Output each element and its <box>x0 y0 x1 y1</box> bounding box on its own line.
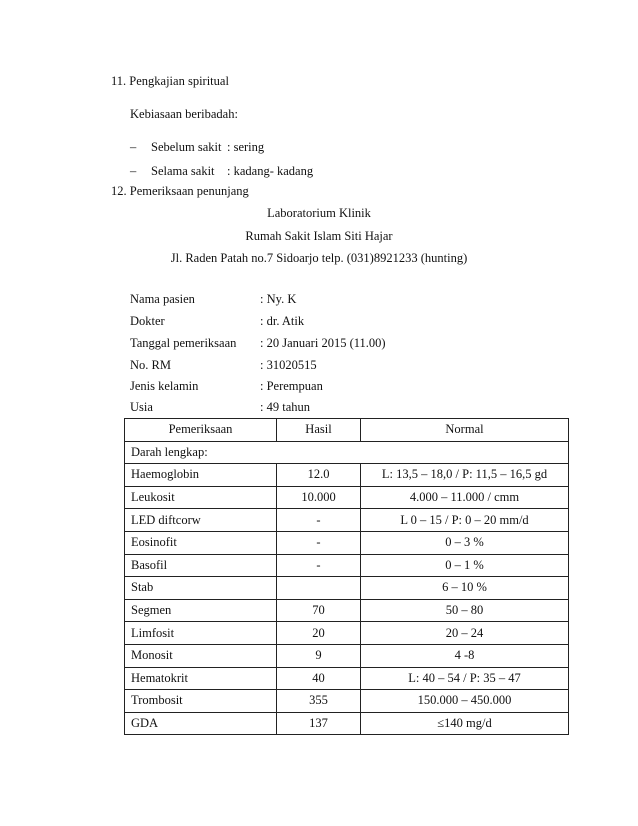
table-row <box>125 554 569 577</box>
patient-info-value: : Perempuan <box>260 379 323 393</box>
test-name: GDA <box>125 712 277 735</box>
test-result: - <box>277 531 361 554</box>
item-label: Sebelum sakit <box>151 140 222 154</box>
table-row <box>125 486 569 509</box>
table-row <box>125 712 569 735</box>
group-label: Darah lengkap: <box>125 441 569 464</box>
section-12-title: 12. Pemeriksaan penunjang <box>111 184 249 198</box>
patient-info-value: : 49 tahun <box>260 400 310 414</box>
test-result: 9 <box>277 644 361 667</box>
item-value: : sering <box>227 140 265 154</box>
test-name: Monosit <box>125 644 277 667</box>
patient-info-value: : dr. Atik <box>260 314 305 328</box>
patient-info-value: : 31020515 <box>260 358 317 372</box>
header-hasil: Hasil <box>277 419 361 442</box>
test-normal: 50 – 80 <box>361 599 569 622</box>
test-name: Segmen <box>125 599 277 622</box>
test-result <box>277 577 361 600</box>
lab-name: Laboratorium Klinik <box>267 206 371 220</box>
test-name: Hematokrit <box>125 667 277 690</box>
test-normal: 0 – 3 % <box>361 531 569 554</box>
patient-info-label: Jenis kelamin <box>130 379 199 393</box>
table-row <box>125 622 569 645</box>
header-pemeriksaan: Pemeriksaan <box>125 419 277 442</box>
test-normal: 150.000 – 450.000 <box>361 690 569 713</box>
test-result: 20 <box>277 622 361 645</box>
test-normal: ≤140 mg/d <box>361 712 569 735</box>
table-group-row <box>125 441 569 464</box>
table-row <box>125 531 569 554</box>
table-row <box>125 509 569 532</box>
test-name: LED diftcorw <box>125 509 277 532</box>
table-row <box>125 690 569 713</box>
table-row <box>125 599 569 622</box>
item-value: : kadang- kadang <box>227 164 314 178</box>
test-normal: 6 – 10 % <box>361 577 569 600</box>
patient-info-label: Dokter <box>130 314 165 328</box>
table-row <box>125 464 569 487</box>
table-row <box>125 577 569 600</box>
test-name: Eosinofit <box>125 531 277 554</box>
test-normal: L: 13,5 – 18,0 / P: 11,5 – 16,5 gd <box>361 464 569 487</box>
test-result: - <box>277 509 361 532</box>
patient-info-value: : 20 Januari 2015 (11.00) <box>260 336 386 350</box>
test-normal: L: 40 – 54 / P: 35 – 47 <box>361 667 569 690</box>
patient-info-label: Usia <box>130 400 153 414</box>
test-result: 10.000 <box>277 486 361 509</box>
section-11-title: 11. Pengkajian spiritual <box>111 74 229 88</box>
test-name: Basofil <box>125 554 277 577</box>
test-name: Leukosit <box>125 486 277 509</box>
hospital-name: Rumah Sakit Islam Siti Hajar <box>245 229 393 243</box>
dash-bullet: – <box>130 164 137 178</box>
patient-info-label: Tanggal pemeriksaan <box>130 336 237 350</box>
patient-info-value: : Ny. K <box>260 292 297 306</box>
test-result: 70 <box>277 599 361 622</box>
test-normal: L 0 – 15 / P: 0 – 20 mm/d <box>361 509 569 532</box>
item-label: Selama sakit <box>151 164 215 178</box>
test-normal: 0 – 1 % <box>361 554 569 577</box>
test-result: 355 <box>277 690 361 713</box>
test-name: Limfosit <box>125 622 277 645</box>
header-normal: Normal <box>361 419 569 442</box>
hospital-address: Jl. Raden Patah no.7 Sidoarjo telp. (031)8921233 (hunting) <box>170 251 468 265</box>
test-normal: 4 -8 <box>361 644 569 667</box>
lab-results-table <box>124 418 569 735</box>
test-name: Trombosit <box>125 690 277 713</box>
test-result: 12.0 <box>277 464 361 487</box>
test-result: 137 <box>277 712 361 735</box>
table-row <box>125 667 569 690</box>
test-result: - <box>277 554 361 577</box>
test-name: Haemoglobin <box>125 464 277 487</box>
test-result: 40 <box>277 667 361 690</box>
test-name: Stab <box>125 577 277 600</box>
test-normal: 20 – 24 <box>361 622 569 645</box>
dash-bullet: – <box>130 140 137 154</box>
patient-info-label: Nama pasien <box>130 292 195 306</box>
table-header-row <box>125 419 569 442</box>
patient-info-label: No. RM <box>130 358 171 372</box>
section-11-subtitle: Kebiasaan beribadah: <box>130 107 238 121</box>
test-normal: 4.000 – 11.000 / cmm <box>361 486 569 509</box>
table-row <box>125 644 569 667</box>
